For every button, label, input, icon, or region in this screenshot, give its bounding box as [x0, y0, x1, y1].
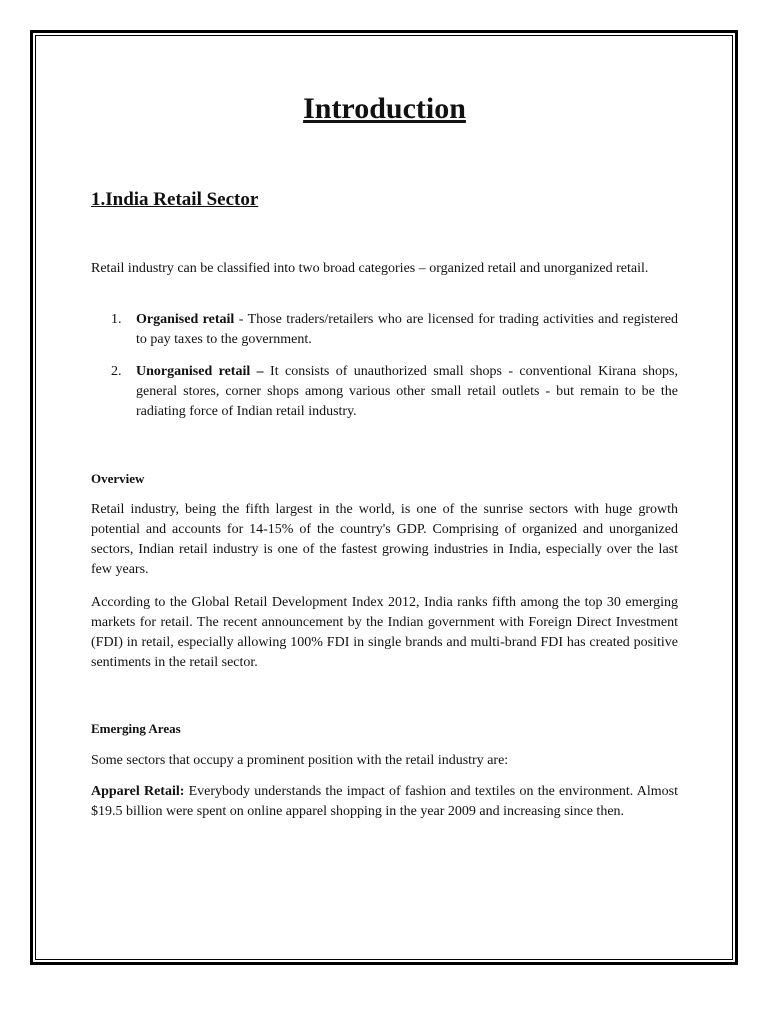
intro-paragraph: Retail industry can be classified into two broad categories – organized retail and unorganized retail.	[91, 261, 649, 276]
list-item-body: It consists of unauthorized small shops - conventional Kirana shops, general stores, corner shops among various other small retail outlets - but remain to be the radiating force of Indian retail industry.	[136, 364, 678, 419]
list-item-term: Unorganised retail –	[136, 364, 264, 379]
overview-paragraph-2: According to the Global Retail Development Index 2012, India ranks fifth among the top 30 emerging markets for retail. The recent announcement by the Indian government with Foreign Direct Investment (FDI) in retail, especially allowing 100% FDI in single brands and multi-brand FDI has created positive sentiments in the retail sector.	[91, 595, 678, 670]
page-title: Introduction	[303, 92, 466, 125]
list-item-number: 2.	[111, 364, 122, 379]
list-item	[91, 362, 678, 422]
overview-paragraph-1: Retail industry, being the fifth largest in the world, is one of the sunrise sectors with huge growth potential and accounts for 14-15% of the country's GDP. Comprising of organized and unorganized sectors, Indian retail industry is one of the fastest growing industries in India, especially over the last few years.	[91, 502, 678, 577]
list-item	[91, 310, 678, 350]
retail-category-list	[91, 310, 678, 422]
emerging-paragraph-1: Some sectors that occupy a prominent position with the retail industry are:	[91, 753, 509, 768]
apparel-paragraph	[91, 782, 678, 822]
list-item-body: - Those traders/retailers who are licensed for trading activities and registered to pay taxes to the government.	[136, 312, 679, 347]
apparel-term: Apparel Retail:	[91, 784, 185, 799]
emerging-heading: Emerging Areas	[91, 721, 181, 736]
list-item-number: 1.	[111, 312, 122, 327]
apparel-body: Everybody understands the impact of fashion and textiles on the environment. Almost $19.5 billion were spent on online apparel shopping in the year 2009 and increasing since then.	[91, 784, 678, 819]
section-heading: 1.India Retail Sector	[91, 189, 259, 210]
list-item-term: Organised retail	[136, 312, 235, 327]
list-item-text	[136, 362, 678, 422]
list-item-text	[136, 310, 678, 350]
overview-heading: Overview	[91, 471, 145, 486]
